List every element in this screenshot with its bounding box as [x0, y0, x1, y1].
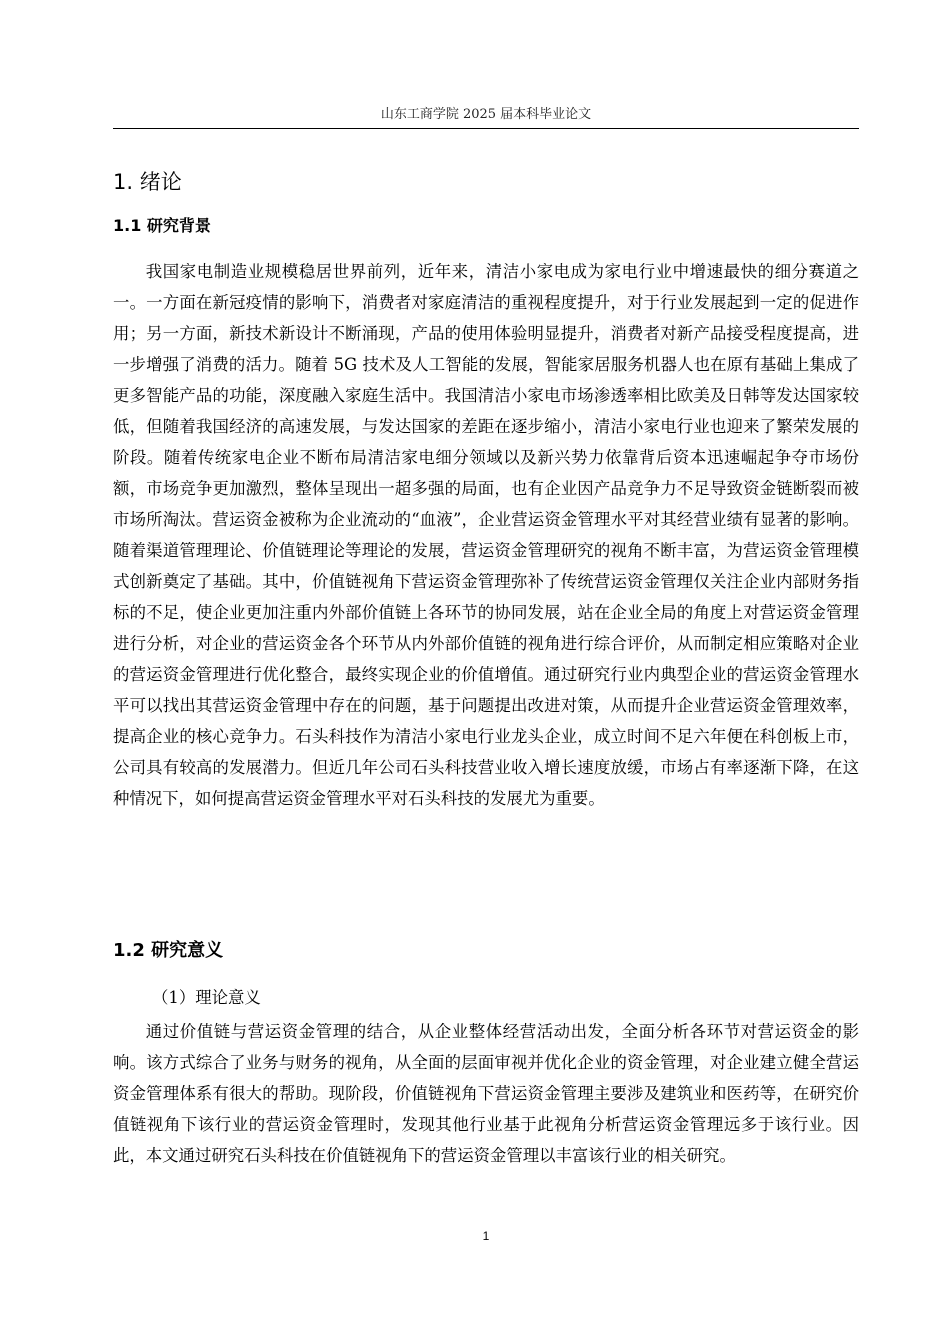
- section-title-research-significance: 1.2 研究意义: [113, 940, 224, 961]
- section-title-research-background: 1.1 研究背景: [113, 216, 211, 235]
- theoretical-significance-paragraph: 通过价值链与营运资金管理的结合，从企业整体经营活动出发，全面分析各环节对营运资金的影响。该方式综合了业务与财务的视角，从全面的层面审视并优化企业的资金管理，对企业建立健全营运资金管理体系有很大的帮助。现阶段，价值链视角下营运资金管理主要涉及建筑业和医药等，在研究价值链视角下该行业的营运资金管理时，发现其他行业基于此视角分析营运资金管理远多于该行业。因此，本文通过研究石头科技在价值链视角下的营运资金管理以丰富该行业的相关研究。: [113, 1022, 859, 1165]
- page-number: 1: [482, 1229, 490, 1243]
- subsection-title-theoretical-significance: （1）理论意义: [152, 988, 261, 1007]
- chapter-title: 1. 绪论: [113, 170, 182, 194]
- running-header: 山东工商学院 2025 届本科毕业论文: [380, 107, 592, 122]
- research-background-paragraph: 我国家电制造业规模稳居世界前列，近年来，清洁小家电成为家电行业中增速最快的细分赛道之一。一方面在新冠疫情的影响下，消费者对家庭清洁的重视程度提升，对于行业发展起到一定的促进作用；另一方面，新技术新设计不断涌现，产品的使用体验明显提升，消费者对新产品接受程度提高，进一步增强了消费的活力。随着 5G 技术及人工智能的发展，智能家居服务机器人也在原有基础上集成了更多智能产品的功能，深度融入家庭生活中。我国清洁小家电市场渗透率相比欧美及日韩等发达国家较低，但随着我国经济的高速发展，与发达国家的差距在逐步缩小，清洁小家电行业也迎来了繁荣发展的阶段。随着传统家电企业不断布局清洁家电细分领域以及新兴势力依靠背后资本迅速崛起争夺市场份额，市场竞争更加激烈，整体呈现出一超多强的局面，也有企业因产品竞争力不足导致资金链断裂而被市场所淘汰。营运资金被称为企业流动的“血液”，企业营运资金管理水平对其经营业绩有显著的影响。随着渠道管理理论、价值链理论等理论的发展，营运资金管理研究的视角不断丰富，为营运资金管理模式创新奠定了基础。其中，价值链视角下营运资金管理弥补了传统营运资金管理仅关注企业内部财务指标的不足，使企业更加注重内外部价值链上各环节的协同发展，站在企业全局的角度上对营运资金管理进行分析，对企业的营运资金各个环节从内外部价值链的视角进行综合评价，从而制定相应策略对企业的营运资金管理进行优化整合，最终实现企业的价值增值。通过研究行业内典型企业的营运资金管理水平可以找出其营运资金管理中存在的问题，基于问题提出改进对策，从而提升企业营运资金管理效率，提高企业的核心竞争力。石头科技作为清洁小家电行业龙头企业，成立时间不足六年便在科创板上市，公司具有较高的发展潜力。但近几年公司石头科技营业收入增长速度放缓，市场占有率逐渐下降，在这种情况下，如何提高营运资金管理水平对石头科技的发展尤为重要。: [113, 262, 859, 808]
- header-rule: [113, 128, 859, 129]
